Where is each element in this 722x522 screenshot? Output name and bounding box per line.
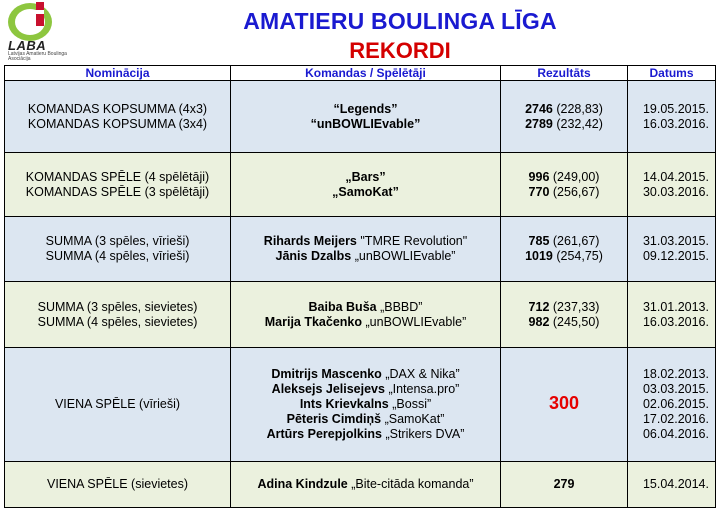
table-row <box>5 462 716 508</box>
player-name: Jānis Dzalbs <box>275 249 352 263</box>
table-row <box>5 348 716 462</box>
date: 15.04.2014. <box>642 477 709 491</box>
player-name: Ints Krievkalns <box>299 397 389 411</box>
nomination: SUMMA (3 spēles, vīrieši) <box>45 234 190 248</box>
teams-cell <box>231 81 501 153</box>
average: (254,75) <box>556 249 603 263</box>
teams-cell <box>231 217 501 282</box>
teams-cell <box>231 462 501 508</box>
date: 31.01.2013. <box>642 299 709 314</box>
player-name: Pēteris Cimdiņš <box>286 412 382 426</box>
date: 31.03.2015. <box>642 234 709 248</box>
date: 06.04.2016. <box>642 427 709 441</box>
player-name: Rihards Meijers <box>263 234 357 248</box>
date: 14.04.2015. <box>642 169 709 184</box>
date-cell <box>628 462 716 508</box>
nomination-cell <box>5 282 231 348</box>
result-cell <box>501 81 628 153</box>
player-club: „Intensa.pro” <box>388 382 460 396</box>
score: 2789 <box>525 116 553 131</box>
player-name: Dmitrijs Mascenko <box>271 367 382 381</box>
score: 996 <box>528 169 550 184</box>
table-row <box>5 153 716 217</box>
average: (249,00) <box>552 169 600 184</box>
nomination: KOMANDAS SPĒLE (4 spēlētāji) <box>25 169 210 184</box>
player-club: „Strikers DVA” <box>385 427 465 441</box>
average: (256,67) <box>552 184 600 199</box>
player-club: „unBOWLIEvable” <box>354 249 456 263</box>
date: 18.02.2013. <box>642 367 709 381</box>
score: 1019 <box>525 249 553 263</box>
nomination-cell <box>5 348 231 462</box>
average: (237,33) <box>552 299 600 314</box>
date: 30.03.2016. <box>642 184 709 199</box>
player-name: Aleksejs Jelisejevs <box>271 382 385 396</box>
records-table <box>4 65 716 508</box>
nomination-cell <box>5 81 231 153</box>
team-name: “unBOWLIEvable” <box>310 116 421 131</box>
date-cell <box>628 348 716 462</box>
player-name: Baiba Buša <box>308 299 377 314</box>
nomination-cell <box>5 462 231 508</box>
nomination: SUMMA (4 spēles, sievietes) <box>37 314 198 329</box>
score: 770 <box>528 184 550 199</box>
teams-cell <box>231 153 501 217</box>
date: 17.02.2016. <box>642 412 709 426</box>
player-club: „unBOWLIEvable” <box>365 314 467 329</box>
player-club: „DAX & Nika” <box>385 367 460 381</box>
page-title: AMATIERU BOULINGA LĪGA <box>243 8 557 34</box>
column-header-result: Rezultāts <box>501 66 628 81</box>
column-header-nomination: Nominācija <box>5 66 231 81</box>
bowling-ball-icon <box>6 2 66 42</box>
average: (228,83) <box>556 101 603 116</box>
date: 02.06.2015. <box>642 397 709 411</box>
result-cell <box>501 462 628 508</box>
table-header-row <box>5 66 716 81</box>
player-club: "TMRE Revolution" <box>360 234 468 248</box>
team-name: “Legends” <box>333 101 398 116</box>
teams-cell <box>231 348 501 462</box>
table-row <box>5 217 716 282</box>
column-header-teams: Komandas / Spēlētāji <box>231 66 501 81</box>
logo-subtitle: Latvijas Amatieru Boulinga Asociācija <box>8 51 67 62</box>
score: 279 <box>553 477 575 491</box>
date: 16.03.2016. <box>642 116 709 131</box>
score: 2746 <box>525 101 553 116</box>
teams-cell <box>231 282 501 348</box>
nomination-cell <box>5 217 231 282</box>
nomination: KOMANDAS KOPSUMMA (3x4) <box>27 116 208 131</box>
perfect-score: 300 <box>548 393 580 413</box>
page-subtitle: REKORDI <box>349 38 451 63</box>
player-club: „BBBD” <box>380 299 423 314</box>
player-club: „SamoKat” <box>384 412 445 426</box>
nomination: VIENA SPĒLE (vīrieši) <box>54 397 181 411</box>
result-cell <box>501 153 628 217</box>
logo-wordmark: LABA <box>8 38 47 53</box>
score: 712 <box>528 299 550 314</box>
nomination: VIENA SPĒLE (sievietes) <box>46 477 189 491</box>
nomination: KOMANDAS KOPSUMMA (4x3) <box>27 101 208 116</box>
player-name: Adina Kindzule <box>257 477 348 491</box>
date: 09.12.2015. <box>642 249 709 263</box>
date: 03.03.2015. <box>642 382 709 396</box>
column-header-date: Datums <box>628 66 716 81</box>
average: (245,50) <box>552 314 600 329</box>
average: (261,67) <box>552 234 600 248</box>
player-name: Artūrs Perepjolkins <box>266 427 382 441</box>
player-club: „Bossi” <box>392 397 432 411</box>
date: 19.05.2015. <box>642 101 709 116</box>
result-cell <box>501 217 628 282</box>
nomination-cell <box>5 153 231 217</box>
date-cell <box>628 217 716 282</box>
team-name: „Bars” <box>345 169 386 184</box>
player-club: „Bite-citāda komanda” <box>351 477 474 491</box>
result-cell <box>501 282 628 348</box>
nomination: SUMMA (3 spēles, sievietes) <box>37 299 198 314</box>
table-row <box>5 81 716 153</box>
player-name: Marija Tkačenko <box>264 314 363 329</box>
nomination: KOMANDAS SPĒLE (3 spēlētāji) <box>25 184 210 199</box>
score: 982 <box>528 314 550 329</box>
average: (232,42) <box>556 116 603 131</box>
team-name: „SamoKat” <box>332 184 399 199</box>
result-cell <box>501 348 628 462</box>
score: 785 <box>528 234 550 248</box>
date-cell <box>628 81 716 153</box>
date: 16.03.2016. <box>642 314 709 329</box>
table-row <box>5 282 716 348</box>
nomination: SUMMA (4 spēles, vīrieši) <box>45 249 190 263</box>
date-cell <box>628 282 716 348</box>
date-cell <box>628 153 716 217</box>
logo <box>6 2 66 64</box>
